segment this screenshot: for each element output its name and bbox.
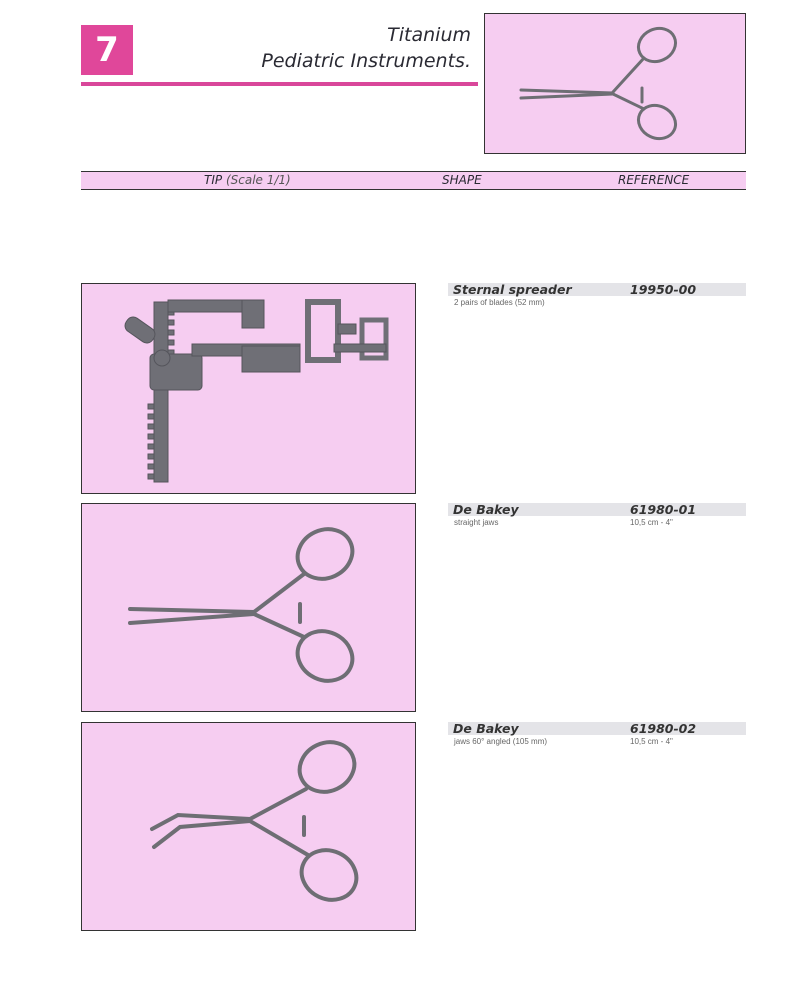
item-name: Sternal spreader — [453, 282, 572, 297]
item-image-panel — [81, 503, 416, 712]
debakey-straight-forceps-icon — [82, 504, 415, 711]
item-reference: 19950-00 — [630, 282, 697, 297]
column-tip-header — [204, 173, 291, 187]
item-reference: 61980-01 — [630, 502, 697, 517]
page-title — [261, 22, 471, 74]
column-shape-header: SHAPE — [442, 173, 482, 187]
sternal-spreader-icon — [82, 284, 415, 493]
debakey-angled-forceps-icon — [82, 723, 415, 930]
table-header-bar — [81, 171, 746, 190]
item-image-panel — [81, 283, 416, 494]
column-tip-label: TIP — [204, 173, 223, 187]
item-dimensions: 10,5 cm - 4" — [630, 737, 673, 746]
chapter-number-badge: 7 — [81, 25, 133, 75]
item-reference: 61980-02 — [630, 721, 697, 736]
item-name: De Bakey — [453, 721, 519, 736]
item-description: 2 pairs of blades (52 mm) — [454, 298, 545, 307]
item-description: jaws 60° angled (105 mm) — [454, 737, 548, 746]
column-tip-scale: (Scale 1/1) — [225, 173, 291, 187]
title-line-2: Pediatric Instruments. — [261, 50, 471, 72]
header-thumbnail-panel — [484, 13, 746, 154]
title-line-1: Titanium — [387, 24, 471, 46]
item-name: De Bakey — [453, 502, 519, 517]
forceps-thumbnail-icon — [485, 14, 745, 153]
item-description: straight jaws — [454, 518, 499, 527]
item-image-panel — [81, 722, 416, 931]
title-underline — [81, 82, 478, 86]
item-dimensions: 10,5 cm - 4" — [630, 518, 673, 527]
column-reference-header: REFERENCE — [618, 173, 690, 187]
